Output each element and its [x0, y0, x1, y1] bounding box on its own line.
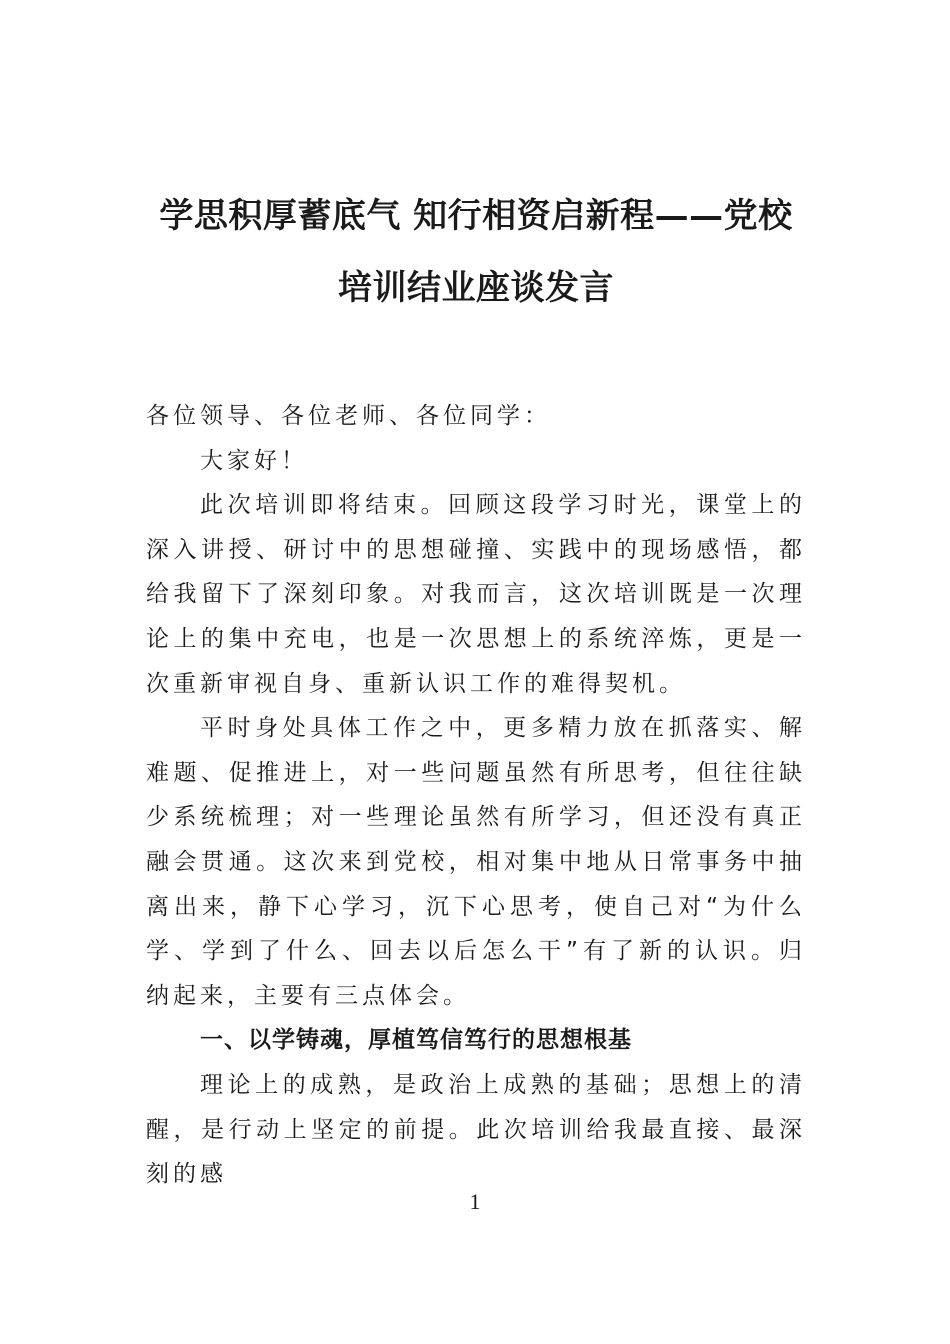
document-title-line-2: 培训结业座谈发言 [338, 268, 614, 308]
salutation: 各位领导、各位老师、各位同学： [146, 403, 551, 429]
greeting: 大家好！ [200, 447, 308, 474]
paragraph-review: 此次培训即将结束。回顾这段学习时光，课堂上的深入讲授、研讨中的思想碰撞、实践中的现场感悟，都给我留下了深刻印象。对我而言，这次培训既是一次理论上的集中充电，也是一次思想上的系统淬炼，更是一次重新审视自身、重新认识工作的难得契机。 [146, 492, 806, 697]
section-paragraph: 理论上的成熟，是政治上成熟的基础；思想上的清醒，是行动上坚定的前提。此次培训给我最直接、最深刻的感 [146, 1071, 806, 1188]
document-title-line-1: 学思积厚蓄底气 知行相资启新程——党校 [159, 196, 793, 236]
page-number: 1 [469, 1189, 481, 1214]
section-heading: 一、以学铸魂，厚植笃信笃行的思想根基 [200, 1027, 632, 1054]
paragraph-reflection: 平时身处具体工作之中，更多精力放在抓落实、解难题、促推进上，对一些问题虽然有所思考，但往往缺少系统梳理；对一些理论虽然有所学习，但还没有真正融会贯通。这次来到党校，相对集中地从日常事务中抽离出来，静下心学习，沉下心思考，使自己对“为什么学、学到了什么、回去以后怎么干”有了新的认识。归纳起来，主要有三点体会。 [146, 715, 806, 1009]
document-body [146, 394, 806, 1197]
